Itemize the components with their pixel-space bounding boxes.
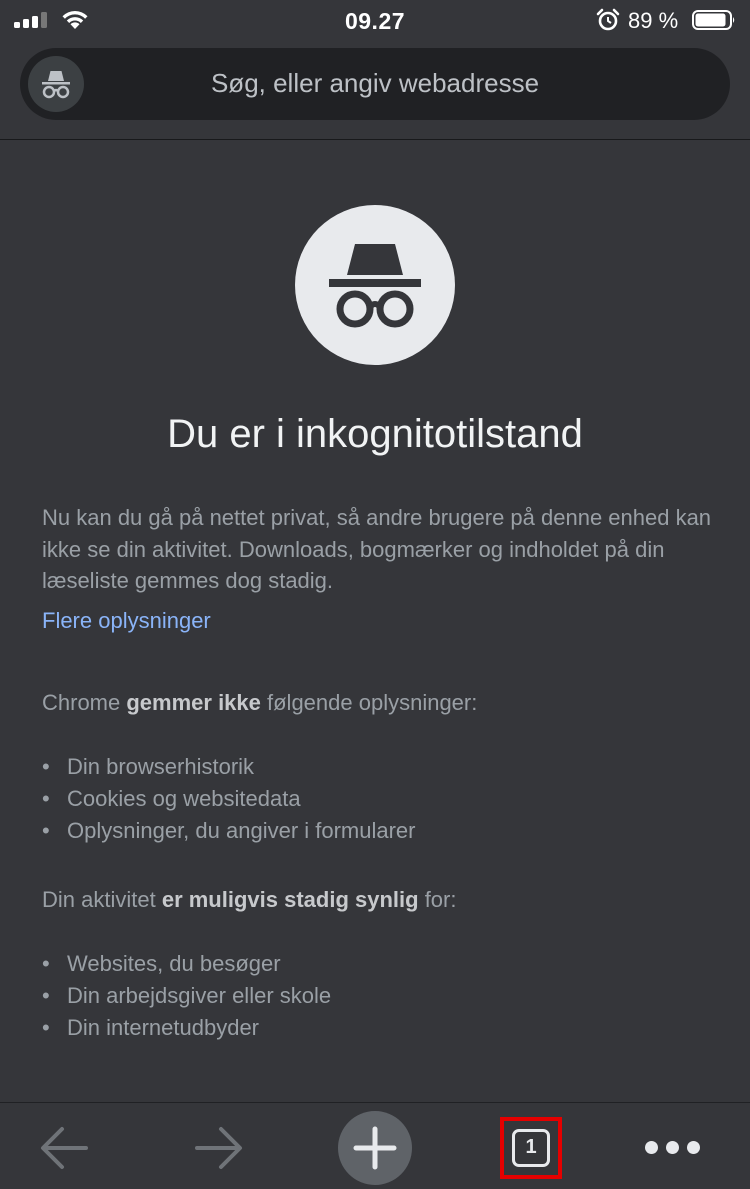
list-item: • Oplysninger, du angiver i formularer (42, 818, 416, 843)
incognito-hero (295, 205, 455, 365)
omnibox[interactable] (20, 48, 730, 120)
page-title: Du er i inkognitotilstand (167, 412, 583, 456)
bottom-toolbar (0, 1102, 750, 1189)
list-item: • Din browserhistorik (42, 754, 255, 779)
menu-dot-icon (666, 1141, 679, 1154)
battery-icon (692, 10, 736, 30)
battery-percentage: 89 % (628, 8, 679, 33)
menu-dot-icon (645, 1141, 658, 1154)
list-item: • Din internetudbyder (42, 1015, 260, 1040)
new-tab-button[interactable] (338, 1111, 412, 1185)
forward-button[interactable] (193, 1123, 245, 1173)
search-input[interactable]: Søg, eller angiv webadresse (210, 68, 540, 98)
status-bar (0, 0, 750, 44)
list-item: • Din arbejdsgiver eller skole (42, 983, 332, 1008)
menu-dot-icon (687, 1141, 700, 1154)
incognito-description: Nu kan du gå på nettet privat, så andre brugere på denne enhed kan ikke se din aktivitet. Downloads, bogmærker og indholdet på din læseliste gemmes dog stadig. (42, 505, 712, 593)
more-menu-button[interactable] (640, 1137, 704, 1157)
list-item: • Cookies og websitedata (42, 786, 301, 811)
alarm-icon (596, 8, 620, 32)
back-button[interactable] (38, 1123, 90, 1173)
toolbar-divider (0, 139, 750, 140)
list-item: • Websites, du besøger (42, 951, 281, 976)
incognito-icon (325, 241, 425, 331)
tab-switcher-button[interactable] (500, 1117, 562, 1179)
plus-icon (353, 1126, 397, 1170)
not-saved-heading: Chrome gemmer ikke følgende oplysninger: (42, 690, 478, 715)
learn-more-link[interactable]: Flere oplysninger (42, 608, 211, 633)
tab-count: 1 (512, 1129, 550, 1167)
visible-to-heading: Din aktivitet er muligvis stadig synlig for: (42, 887, 457, 912)
status-time: 09.27 (344, 8, 406, 34)
